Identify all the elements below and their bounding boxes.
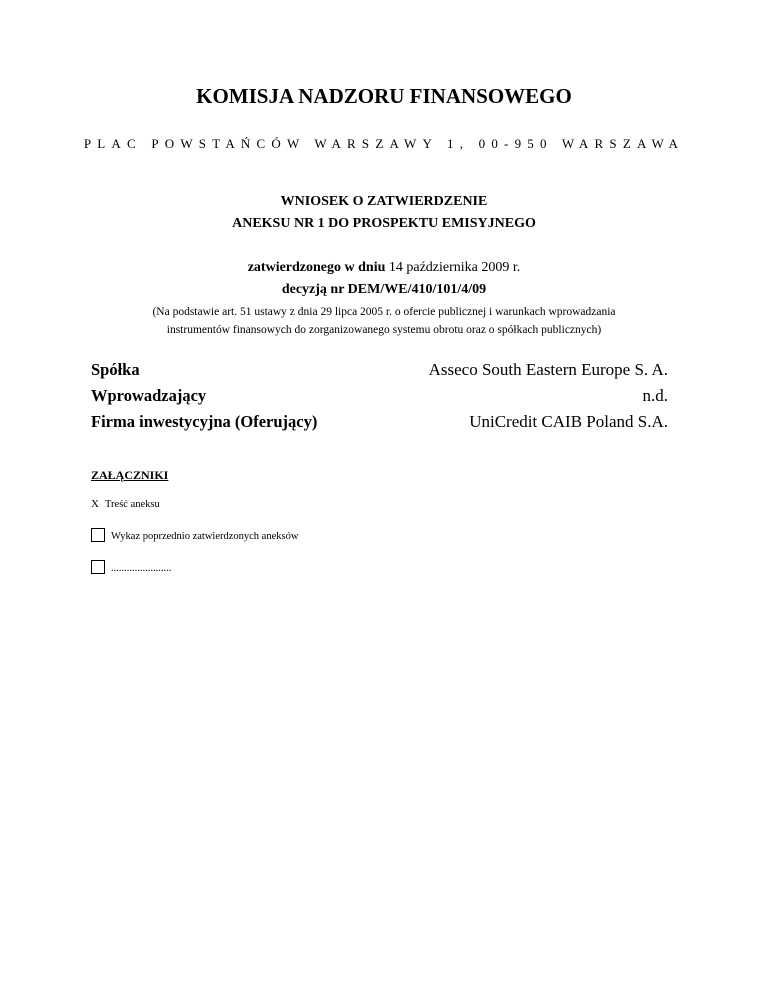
request-title-line2: ANEKSU NR 1 DO PROSPEKTU EMISYJNEGO bbox=[232, 216, 536, 231]
approval-date: 14 października 2009 r. bbox=[385, 260, 521, 275]
empty-checkbox bbox=[91, 560, 105, 574]
introducer-value: n.d. bbox=[642, 386, 668, 405]
attachment-item bbox=[91, 560, 171, 574]
investment-firm-value: UniCredit CAIB Poland S.A. bbox=[469, 412, 668, 431]
request-title-line1: WNIOSEK O ZATWIERDZENIE bbox=[280, 194, 488, 209]
checked-mark: X bbox=[91, 498, 99, 510]
document-title: KOMISJA NADZORU FINANSOWEGO bbox=[196, 84, 572, 108]
investment-firm-label: Firma inwestycyjna (Oferujący) bbox=[91, 412, 318, 431]
attachment-label: Wykaz poprzednio zatwierdzonych aneksów bbox=[111, 531, 299, 542]
empty-checkbox bbox=[91, 528, 105, 542]
company-label: Spółka bbox=[91, 360, 140, 379]
legal-basis-line2: instrumentów finansowych do zorganizowanego systemu obrotu oraz o spółkach publicznych) bbox=[166, 324, 602, 336]
attachment-item bbox=[91, 528, 298, 542]
legal-basis-line1: (Na podstawie art. 51 ustawy z dnia 29 lipca 2005 r. o ofercie publicznej i warunkach wprowadzania bbox=[152, 306, 616, 318]
authority-address: PLAC POWSTAŃCÓW WARSZAWY 1, 00-950 WARSZAWA bbox=[83, 136, 685, 151]
attachments-heading: ZAŁĄCZNIKI bbox=[91, 468, 169, 482]
introducer-label: Wprowadzający bbox=[91, 386, 207, 405]
decision-number: decyzją nr DEM/WE/410/101/4/09 bbox=[281, 282, 487, 297]
attachment-label: ....................... bbox=[111, 563, 172, 574]
attachment-item bbox=[91, 498, 160, 510]
approval-date-line bbox=[0, 260, 768, 276]
company-value: Asseco South Eastern Europe S. A. bbox=[428, 360, 668, 379]
approval-date-prefix: zatwierdzonego w dniu bbox=[247, 260, 386, 275]
attachment-label: Treść aneksu bbox=[105, 499, 160, 510]
